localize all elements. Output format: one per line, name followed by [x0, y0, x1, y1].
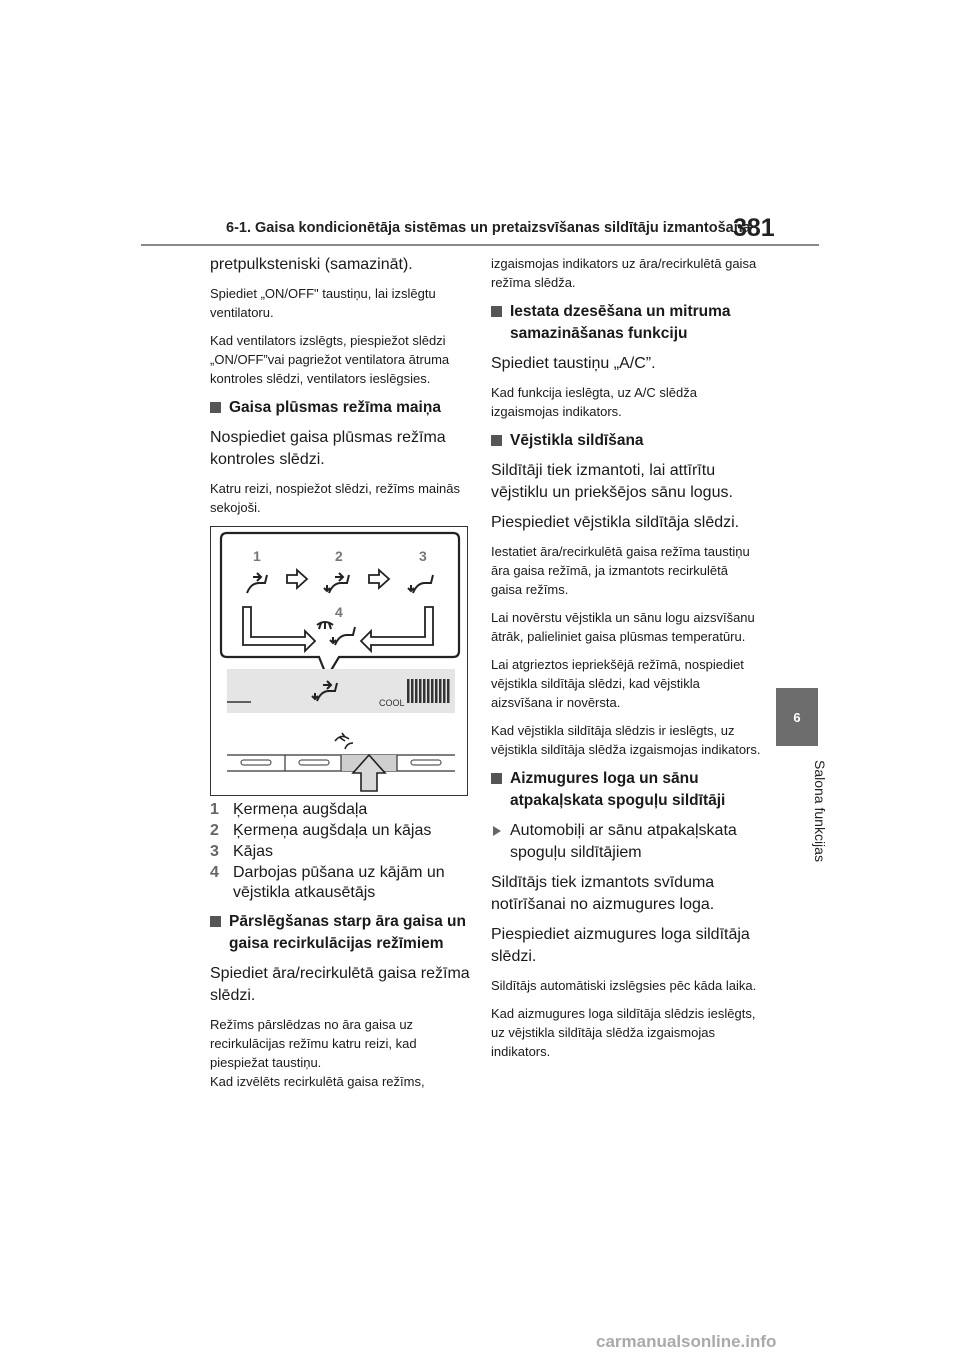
display-status-text: COOL [379, 698, 405, 708]
site-watermark[interactable]: carmanualsonline.info [596, 1332, 777, 1351]
section-heading [210, 911, 472, 955]
paragraph: Spiediet „ON/OFF" taustiņu, lai izslēgtu ventilatoru. [210, 286, 436, 320]
heading-text: Gaisa plūsmas režīma maiņa [229, 399, 441, 416]
paragraph: Iestatiet āra/recirkulētā gaisa režīma taustiņu āra gaisa režīmā, ja izmantots recirkulētā gaisa režīms. [491, 544, 750, 597]
right-column [491, 254, 761, 1070]
triangle-bullet-icon [493, 826, 501, 836]
heading-text: Pārslēgšanas starp āra gaisa un gaisa recirkulācijas režīmiem [229, 913, 466, 952]
heading-text: Vējstikla sildīšana [510, 432, 644, 449]
airflow-mode-figure [210, 526, 468, 796]
airflow-diagram [211, 527, 467, 795]
header-rule [141, 244, 819, 246]
paragraph: Režīms pārslēdzas no āra gaisa uz recirkulācijas režīmu katru reizi, kad piespiežat taustiņu. [210, 1017, 417, 1070]
square-bullet-icon [491, 435, 502, 446]
paragraph: Spiediet āra/recirkulētā gaisa režīma slēdzi. [210, 965, 470, 1004]
paragraph: Lai atgrieztos iepriekšējā režīmā, nospiediet vējstikla sildītāja slēdzi, kad vējstikla aizsvīšana ir novērsta. [491, 657, 744, 710]
legend-text: Darbojas pūšana uz kājām un vējstikla atkausētājs [233, 864, 445, 901]
section-heading [491, 301, 761, 345]
fan-level-bars [407, 679, 450, 703]
paragraph: Kad izvēlēts recirkulētā gaisa režīms, [210, 1074, 425, 1089]
square-bullet-icon [210, 402, 221, 413]
legend-item [210, 842, 472, 862]
paragraph: Spiediet taustiņu „A/C”. [491, 355, 656, 372]
paragraph: izgaismojas indikators uz āra/recirkulētā gaisa režīma slēdža. [491, 256, 757, 290]
legend-number: 3 [210, 843, 219, 860]
section-heading [491, 768, 761, 812]
legend-number: 4 [210, 864, 219, 881]
legend-number: 1 [210, 801, 219, 818]
mode-label-2: 2 [335, 548, 343, 564]
figure-legend [210, 800, 472, 903]
paragraph: Lai novērstu vējstikla un sānu logu aizsvīšanu ātrāk, palieliniet gaisa plūsmas temperatūru. [491, 610, 755, 644]
paragraph: Piespiediet aizmugures loga sildītāja slēdzi. [491, 926, 750, 965]
mode-label-3: 3 [419, 548, 427, 564]
mode-label-4: 4 [335, 604, 343, 620]
paragraph: Kad aizmugures loga sildītāja slēdzis ieslēgts, uz vējstikla sildītāja slēdža izgaismojas indikators. [491, 1006, 756, 1059]
paragraph: Sildītājs automātiski izslēgsies pēc kāda laika. [491, 978, 757, 993]
paragraph: Piespiediet vējstikla sildītāja slēdzi. [491, 514, 740, 531]
section-tab: 6 [776, 688, 818, 746]
section-heading [491, 430, 761, 452]
square-bullet-icon [491, 306, 502, 317]
mode-button-label-icon [335, 733, 353, 749]
mode-label-1: 1 [253, 548, 261, 564]
section-tab-label: Salona funkcijas [812, 760, 828, 862]
left-column [210, 254, 472, 1100]
legend-text: Kājas [233, 843, 274, 860]
heading-text: Iestata dzesēšana un mitruma samazināšanas funkciju [510, 303, 731, 342]
section-heading [210, 397, 472, 419]
paragraph: Sildītāji tiek izmantoti, lai attīrītu vējstiklu un priekšējos sānu logus. [491, 462, 733, 501]
paragraph: Kad vējstikla sildītāja slēdzis ir ieslēgts, uz vējstikla sildītāja slēdža izgaismojas indikators. [491, 723, 761, 757]
paragraph: Kad funkcija ieslēgta, uz A/C slēdža izgaismojas indikators. [491, 385, 697, 419]
legend-item [210, 821, 472, 841]
legend-item [210, 863, 472, 903]
paragraph: Katru reizi, nospiežot slēdzi, režīms mainās sekojoši. [210, 481, 460, 515]
legend-text: Ķermeņa augšdaļa [233, 801, 368, 818]
legend-text: Ķermeņa augšdaļa un kājas [233, 822, 432, 839]
square-bullet-icon [210, 916, 221, 927]
header-title: 6-1. Gaisa kondicionētāja sistēmas un pretaizsvīšanas sildītāju izmantošana [226, 220, 751, 236]
paragraph: Kad ventilators izslēgts, piespiežot slēdzi „ON/OFF”vai pagriežot ventilatora ātruma kontroles slēdzi, ventilators ieslēgsies. [210, 333, 450, 386]
legend-number: 2 [210, 822, 219, 839]
paragraph: Nospiediet gaisa plūsmas režīma kontroles slēdzi. [210, 429, 446, 468]
sub-heading-text: Automobiļi ar sānu atpakaļskata spoguļu sildītājiem [510, 822, 737, 861]
sub-heading [491, 820, 761, 864]
paragraph: Sildītājs tiek izmantots svīduma notīrīšanai no aizmugures loga. [491, 874, 715, 913]
paragraph: pretpulksteniski (samazināt). [210, 256, 413, 273]
square-bullet-icon [491, 773, 502, 784]
legend-item [210, 800, 472, 820]
heading-text: Aizmugures loga un sānu atpakaļskata spoguļu sildītāji [510, 770, 726, 809]
page-number: 381 [733, 214, 775, 242]
